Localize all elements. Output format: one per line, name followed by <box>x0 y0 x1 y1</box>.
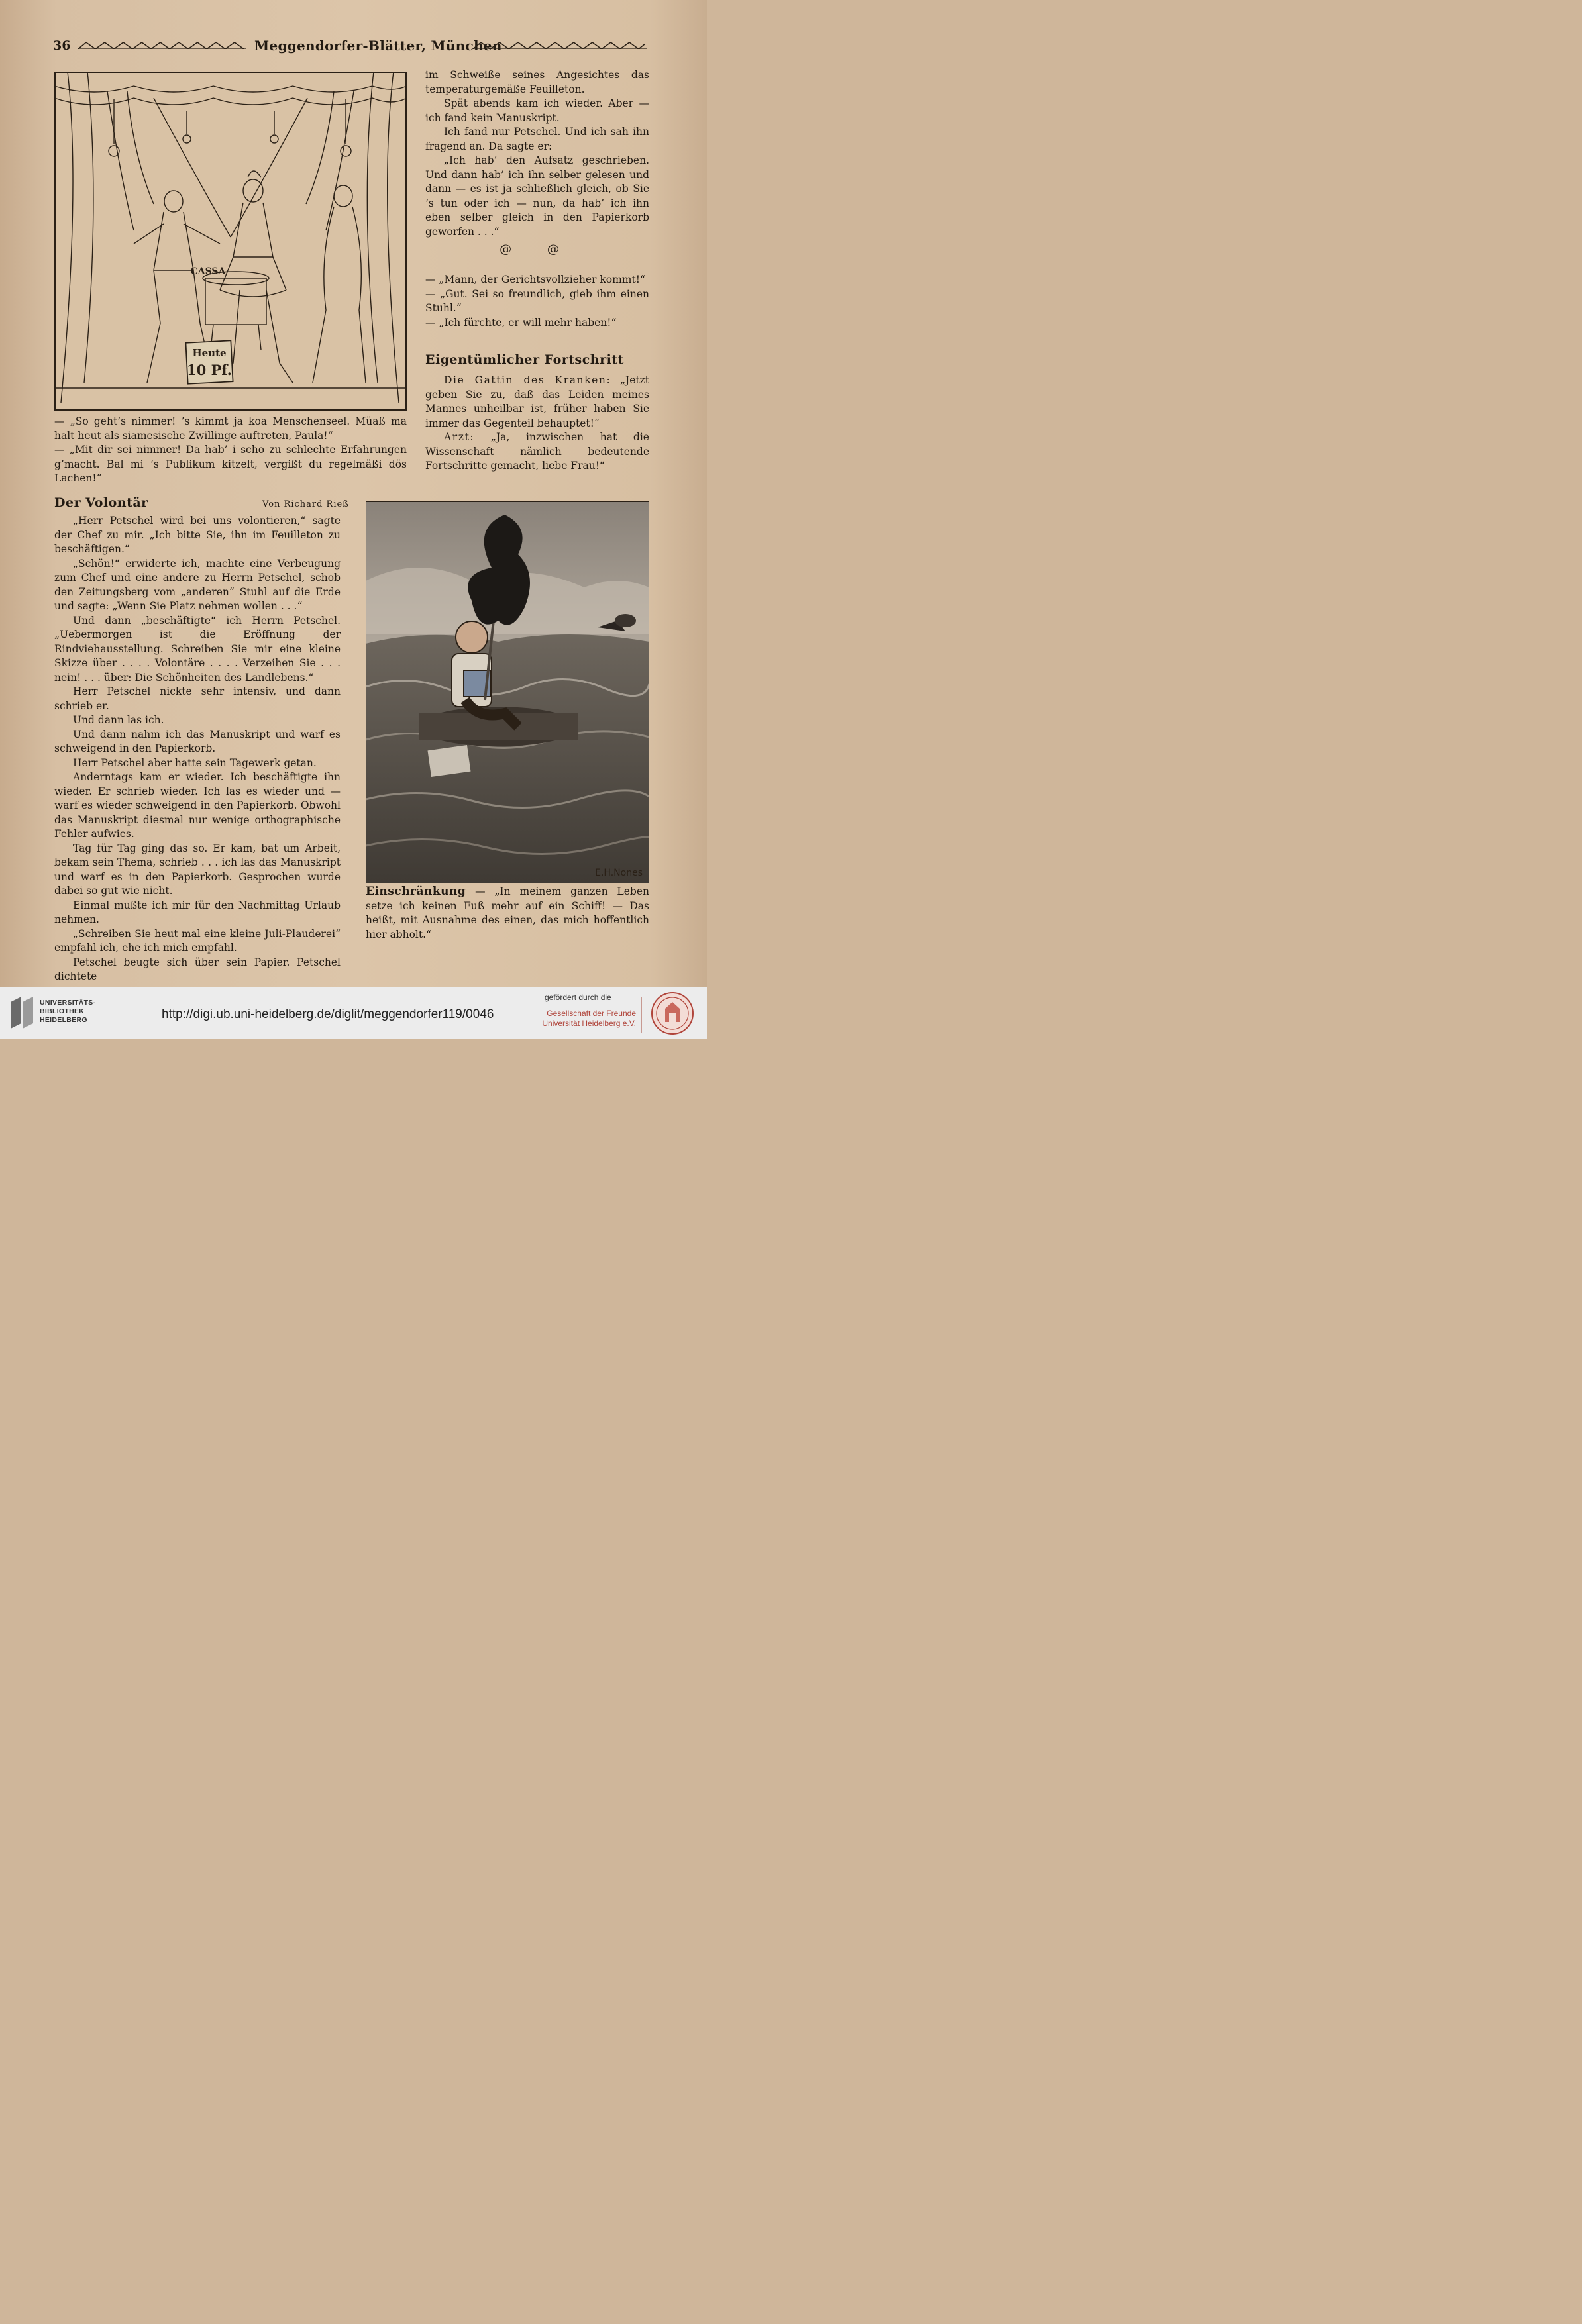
paragraph: „Ich hab’ den Aufsatz geschrieben. Und dann hab’ ich ihn selber gelesen und dann — es ist ja schließlich gleich, ob Sie ’s tun oder ich — nun, da hab’ ich ihn eben selber gleich in den Papierkorb geworfen . . .“ <box>425 154 649 238</box>
paragraph: Und dann nahm ich das Manuskript und warf es schweigend in den Papierkorb. <box>54 728 341 754</box>
artist-signature: E.H.Nones <box>595 868 643 878</box>
caption-line: — „So geht’s nimmer! ’s kimmt ja koa Menschenseel. Müaß ma halt heut als siamesische Zwillinge auftreten, Paula!“ <box>54 415 407 442</box>
volontaer-heading: Der Volontär <box>54 495 148 510</box>
paragraph: Und dann „beschäftigte“ ich Herrn Petschel. „Uebermorgen ist die Eröffnung der Rindviehausstellung. Schreiben Sie mir eine kleine Skizze über . . . . Volontäre . . . . Verzeihen Sie . . . nein! . . . über: Die Schönheiten des Landlebens.“ <box>54 614 341 683</box>
page-number: 36 <box>53 38 71 53</box>
paragraph: Herr Petschel aber hatte sein Tagewerk getan. <box>73 756 317 769</box>
caption-line: — „Mit dir sei nimmer! Da hab’ i scho zu schlechte Erfahrungen g’macht. Bal mi ’s Publikum kitzelt, vergißt du regelmäßi dös Lachen!“ <box>54 444 407 484</box>
dialogue-line: — „Gut. Sei so freundlich, gieb ihm einen Stuhl.“ <box>425 287 649 314</box>
library-line: UNIVERSITÄTS- <box>40 999 96 1007</box>
einschraenkung-heading: Einschränkung <box>366 885 466 898</box>
digitization-footer <box>0 987 707 1039</box>
paragraph: Einmal mußte ich mir für den Nachmittag Urlaub nehmen. <box>54 899 341 925</box>
university-seal-icon <box>651 991 694 1035</box>
speaker-label: Die Gattin des Kranken: <box>444 374 611 386</box>
paragraph: „Schön!“ erwiderte ich, machte eine Verbeugung zum Chef und eine andere zu Herrn Petschel, schob den Zeitungsberg vom „anderen“ Stuhl auf die Erde und sagte: „Wenn Sie Platz nehmen wollen . . .“ <box>54 557 341 612</box>
section-divider: @ @ <box>500 242 575 256</box>
paragraph: Ich fand nur Petschel. Und ich sah ihn fragend an. Da sagte er: <box>425 126 649 152</box>
paragraph: im Schweiße seines Angesichtes das temperaturgemäße Feuilleton. <box>425 69 649 95</box>
library-name <box>40 999 95 1025</box>
dialogue-line: — „Ich fürchte, er will mehr haben!“ <box>425 316 617 328</box>
footer-divider <box>641 997 642 1033</box>
paragraph: Anderntags kam er wieder. Ich beschäftigte ihn wieder. Er schrieb wieder. Ich las es wieder und — warf es wieder schweigend in den Papierkorb. Obwohl das Manuskript diesmal nur wenige orthographische Fehler aufwies. <box>54 771 341 840</box>
gerichtsvollzieher-joke <box>425 273 649 330</box>
cassa-label: CASSA <box>190 266 226 277</box>
paragraph: Herr Petschel nickte sehr intensiv, und dann schrieb er. <box>54 685 341 712</box>
library-line: BIBLIOTHEK <box>40 1007 85 1015</box>
einschraenkung-caption: — „In meinem ganzen Leben setze ich keinen Fuß mehr auf ein Schiff! — Das heißt, mit Ausnahme des einen, das mich hoffentlich hier abholt.“ <box>366 885 649 940</box>
magazine-page <box>0 0 707 987</box>
volontaer-author: Von Richard Rieß <box>262 499 349 509</box>
volontaer-continuation <box>425 68 649 239</box>
shipwreck-illustration <box>366 501 649 883</box>
paragraph: „Schreiben Sie heut mal eine kleine Juli-Plauderei“ empfahl ich, ehe ich mich empfahl. <box>54 927 341 954</box>
paragraph: Und dann las ich. <box>73 714 164 726</box>
speaker-label: Arzt: <box>444 431 475 443</box>
paragraph: Petschel beugte sich über sein Papier. Petschel dichtete <box>54 956 341 982</box>
volontaer-article <box>54 514 341 984</box>
sponsor-line: Gesellschaft der Freunde <box>547 1009 636 1018</box>
dialogue-line: — „Mann, der Gerichtsvollzieher kommt!“ <box>425 274 645 285</box>
paragraph: Tag für Tag ging das so. Er kam, bat um Arbeit, bekam sein Thema, schrieb . . . ich las das Manuskript und warf es in den Papierkorb. Gesprochen wurde dabei so gut wie nicht. <box>54 842 341 897</box>
sign-line-1: Heute <box>192 347 227 359</box>
fortschritt-heading: Eigentümlicher Fortschritt <box>425 352 624 367</box>
circus-cartoon-illustration <box>54 72 407 411</box>
sponsor-label: gefördert durch die <box>545 993 611 1002</box>
einschraenkung-text <box>366 885 649 942</box>
university-library-logo-icon <box>9 995 34 1030</box>
fortschritt-text <box>425 374 649 474</box>
magazine-title: Meggendorfer-Blätter, München <box>254 38 502 54</box>
sign-line-2: 10 Pf. <box>187 362 232 378</box>
header-ornament-right <box>472 41 648 49</box>
permalink-url[interactable]: http://digi.ub.uni-heidelberg.de/diglit/meggendorfer119/0046 <box>162 1007 494 1021</box>
sponsor-line: Universität Heidelberg e.V. <box>542 1019 636 1028</box>
header-ornament-left <box>77 41 249 49</box>
paragraph: „Herr Petschel wird bei uns volontieren,“ sagte der Chef zu mir. „Ich bitte Sie, ihn im Feuilleton zu beschäftigen.“ <box>54 515 341 555</box>
sponsor-name <box>534 1009 636 1029</box>
circus-cartoon-caption <box>54 415 407 486</box>
speech: „Jetzt geben Sie zu, daß das Leiden meines Mannes unheilbar ist, früher haben Sie immer das Gegenteil behauptet!“ <box>425 374 649 429</box>
paragraph: Spät abends kam ich wieder. Aber — ich fand kein Manuskript. <box>425 97 649 124</box>
library-line: HEIDELBERG <box>40 1016 87 1024</box>
speech: „Ja, inzwischen hat die Wissenschaft nämlich bedeutende Fortschritte gemacht, liebe Frau!“ <box>425 431 649 472</box>
